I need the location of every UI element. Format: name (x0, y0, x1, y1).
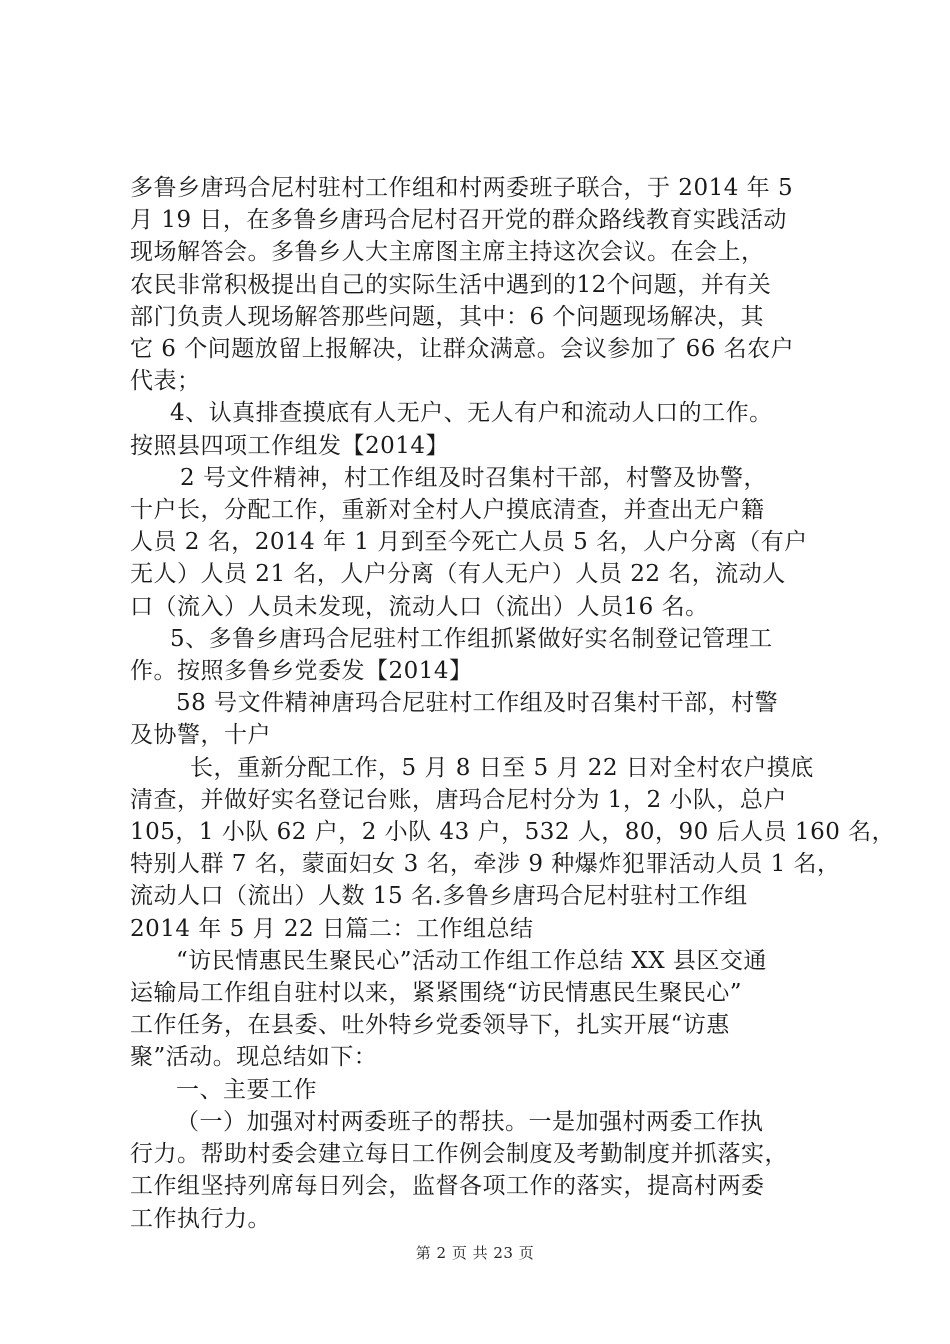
text-line: 2 号文件精神，村工作组及时召集村干部，村警及协警， (180, 464, 767, 491)
text-line: 十户长，分配工作，重新对全村人户摸底清查，并查出无户籍 (130, 497, 765, 524)
text-line: 行力。帮助村委会建立每日工作例会制度及考勤制度并抓落实， (130, 1141, 788, 1168)
text-line: 工作任务，在县委、吐外特乡党委领导下，扎实开展“访惠 (130, 1012, 730, 1039)
text-line: 流动人口（流出）人数 15 名.多鲁乡唐玛合尼村驻村工作组 (130, 883, 748, 910)
text-line: （一）加强对村两委班子的帮扶。一是加强村两委工作执 (176, 1108, 764, 1135)
text-line: 2014 年 5 月 22 日篇二：工作组总结 (130, 915, 534, 942)
text-line: 一、主要工作 (176, 1076, 317, 1103)
text-line: 工作组坚持列席每日列会，监督各项工作的落实，提高村两委 (130, 1173, 765, 1200)
page-number-footer: 第 2 页 共 23 页 (415, 1244, 535, 1262)
text-line: 现场解答会。多鲁乡人大主席图主席主持这次会议。在会上， (130, 239, 765, 266)
text-line: 农民非常积极提出自己的实际生活中遇到的12个问题，并有关 (130, 271, 772, 298)
text-line: 代表； (130, 368, 201, 395)
text-line: 5、多鲁乡唐玛合尼驻村工作组抓紧做好实名制登记管理工 (170, 625, 773, 652)
document-body (130, 172, 896, 1235)
text-line: 它 6 个问题放留上报解决，让群众满意。会议参加了 66 名农户 (130, 336, 795, 363)
text-line: 人员 2 名，2014 年 1 月到至今死亡人员 5 名，人户分离（有户 (130, 529, 808, 556)
text-line: 月 19 日，在多鲁乡唐玛合尼村召开党的群众路线教育实践活动 (130, 207, 787, 234)
text-line: “访民情惠民生聚民心”活动工作组工作总结 XX 县区交通 (176, 947, 767, 974)
text-line: 长，重新分配工作，5 月 8 日至 5 月 22 日对全村农户摸底 (190, 754, 814, 781)
text-line: 无人）人员 21 名，人户分离（有人无户）人员 22 名，流动人 (130, 561, 786, 588)
text-line: 运输局工作组自驻村以来，紧紧围绕“访民情惠民生聚民心” (130, 980, 743, 1007)
text-line: 4、认真排查摸底有人无户、无人有户和流动人口的工作。 (170, 400, 773, 427)
text-line: 按照县四项工作组发【2014】 (130, 432, 450, 459)
text-line: 部门负责人现场解答那些问题，其中：6 个问题现场解决，其 (130, 303, 764, 330)
text-line: 105，1 小队 62 户，2 小队 43 户，532 人，80，90 后人员 160 名， (130, 819, 896, 846)
text-line: 口（流入）人员未发现，流动人口（流出）人员16 名。 (130, 593, 709, 620)
text-line: 特别人群 7 名，蒙面妇女 3 名，牵涉 9 种爆炸犯罪活动人员 1 名， (130, 851, 841, 878)
text-line: 作。按照多鲁乡党委发【2014】 (130, 658, 473, 685)
text-line: 聚”活动。现总结如下： (130, 1044, 378, 1071)
text-line: 多鲁乡唐玛合尼村驻村工作组和村两委班子联合，于 2014 年 5 (130, 175, 794, 201)
text-line: 58 号文件精神唐玛合尼驻村工作组及时召集村干部，村警 (176, 690, 779, 717)
text-line: 及协警，十户 (130, 722, 271, 749)
text-line: 清查，并做好实名登记台账，唐玛合尼村分为 1，2 小队，总户 (130, 786, 787, 813)
text-line: 工作执行力。 (130, 1205, 271, 1232)
